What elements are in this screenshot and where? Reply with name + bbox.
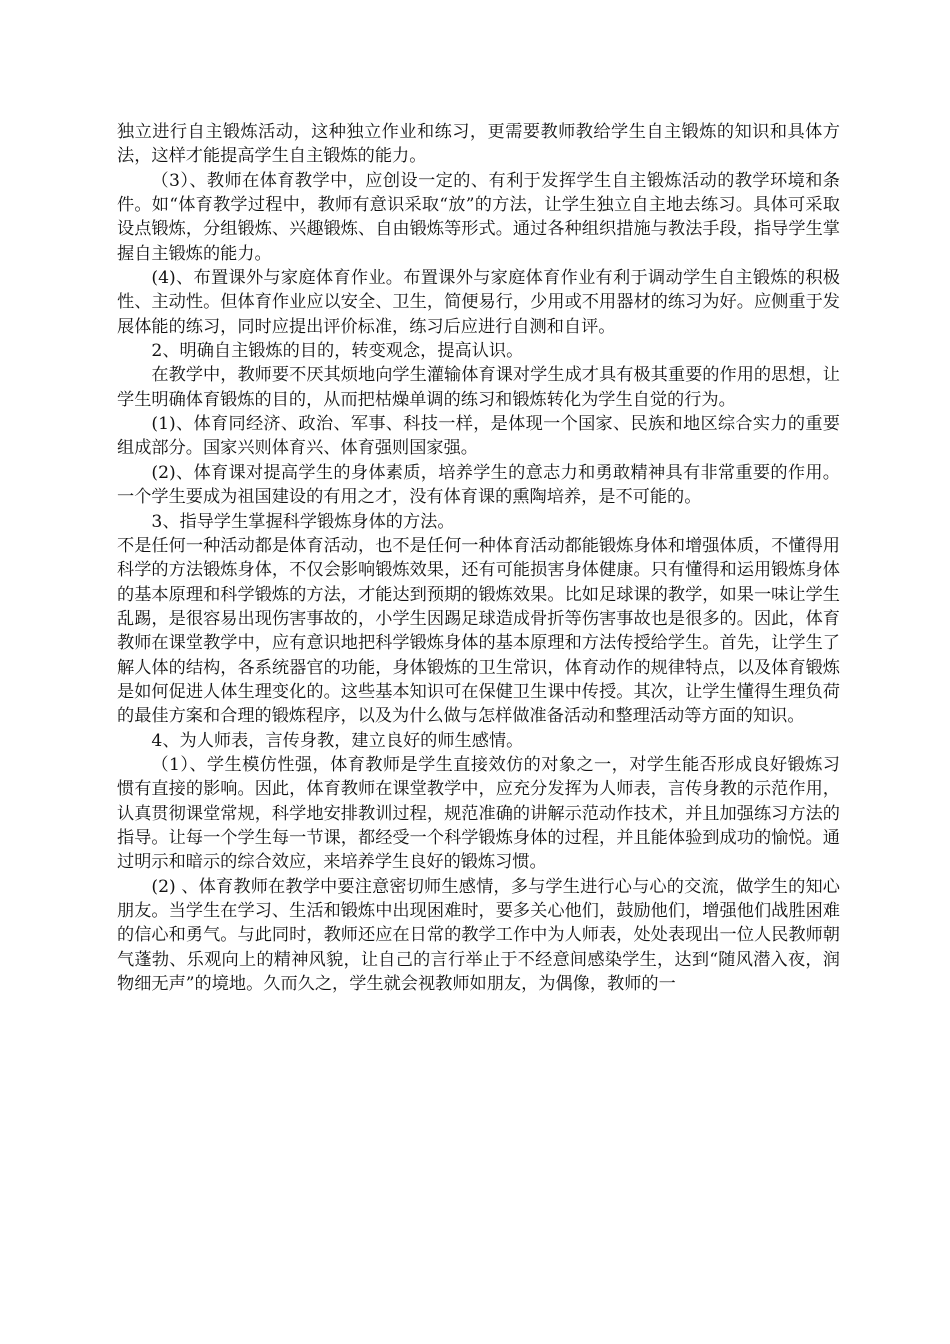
section-heading: 4、为人师表，言传身教，建立良好的师生感情。 [151,730,524,751]
paragraph: (2) 、体育教师在教学中要注意密切师生感情，多与学生进行心与心的交流，做学生的知心朋友。当学生在学习、生活和锻炼中出现困难时，要多关心他们，鼓励他们，增强他们战胜困难的信心和勇气。与此同时，教师还应在日常的教学工作中为人师表，处处表现出一位人民教师朝气蓬勃、乐观向上的精神风貌，让自己的言行举止于不经意间感染学生，达到“随风潜入夜，润物细无声”的境地。久而久之，学生就会视教师如朋友，为偶像，教师的一 [117,876,840,995]
paragraph: （3）、教师在体育教学中，应创设一定的、有利于发挥学生自主锻炼活动的教学环境和条件。如“体育教学过程中，教师有意识采取“放”的方法，让学生独立自主地去练习。具体可采取设点锻炼，分组锻炼、兴趣锻炼、自由锻炼等形式。通过各种组织措施与教法手段，指导学生掌握自主锻炼的能力。 [117,170,840,264]
paragraph: 不是任何一种活动都是体育活动，也不是任何一种体育活动都能锻炼身体和增强体质，不懂得用科学的方法锻炼身体，不仅会影响锻炼效果，还有可能损害身体健康。只有懂得和运用锻炼身体的基本原理和科学锻炼的方法，才能达到预期的锻炼效果。比如足球课的教学，如果一味让学生乱踢，是很容易出现伤害事故的，小学生因踢足球造成骨折等伤害事故也是很多的。因此，体育教师在课堂教学中，应有意识地把科学锻炼身体的基本原理和方法传授给学生。首先，让学生了解人体的结构，各系统器官的功能，身体锻炼的卫生常识，体育动作的规律特点，以及体育锻炼是如何促进人体生理变化的。这些基本知识可在保健卫生课中传授。其次，让学生懂得生理负荷的最佳方案和合理的锻炼程序，以及为什么做与怎样做准备活动和整理活动等方面的知识。 [117,535,840,727]
paragraph: (4)、布置课外与家庭体育作业。布置课外与家庭体育作业有利于调动学生自主锻炼的积极性、主动性。但体育作业应以安全、卫生，简便易行，少用或不用器材的练习为好。应侧重于发展体能的练习，同时应提出评价标准，练习后应进行自测和自评。 [117,268,840,337]
paragraph: (1)、体育同经济、政治、军事、科技一样，是体现一个国家、民族和地区综合实力的重要组成部分。国家兴则体育兴、体育强则国家强。 [117,414,840,459]
paragraph: 独立进行自主锻炼活动，这种独立作业和练习，更需要教师教给学生自主锻炼的知识和具体方法，这样才能提高学生自主锻炼的能力。 [117,122,840,167]
paragraph: 在教学中，教师要不厌其烦地向学生灌输体育课对学生成才具有极其重要的作用的思想，让学生明确体育锻炼的目的，从而把枯燥单调的练习和锻炼转化为学生自觉的行为。 [117,365,840,410]
document-body [117,120,840,996]
section-heading: 2、明确自主锻炼的目的，转变观念，提高认识。 [151,341,524,362]
paragraph: （1）、学生模仿性强，体育教师是学生直接效仿的对象之一，对学生能否形成良好锻炼习惯有直接的影响。因此，体育教师在课堂教学中，应充分发挥为人师表，言传身教的示范作用，认真贯彻课堂常规，科学地安排教训过程，规范准确的讲解示范动作技术，并且加强练习方法的指导。让每一个学生每一节课，都经受一个科学锻炼身体的过程，并且能体验到成功的愉悦。通过明示和暗示的综合效应，来培养学生良好的锻炼习惯。 [117,754,840,873]
section-heading: 3、指导学生掌握科学锻炼身体的方法。 [151,511,455,532]
paragraph: (2)、体育课对提高学生的身体素质，培养学生的意志力和勇敢精神具有非常重要的作用。一个学生要成为祖国建设的有用之才，没有体育课的熏陶培养，是不可能的。 [117,462,840,508]
